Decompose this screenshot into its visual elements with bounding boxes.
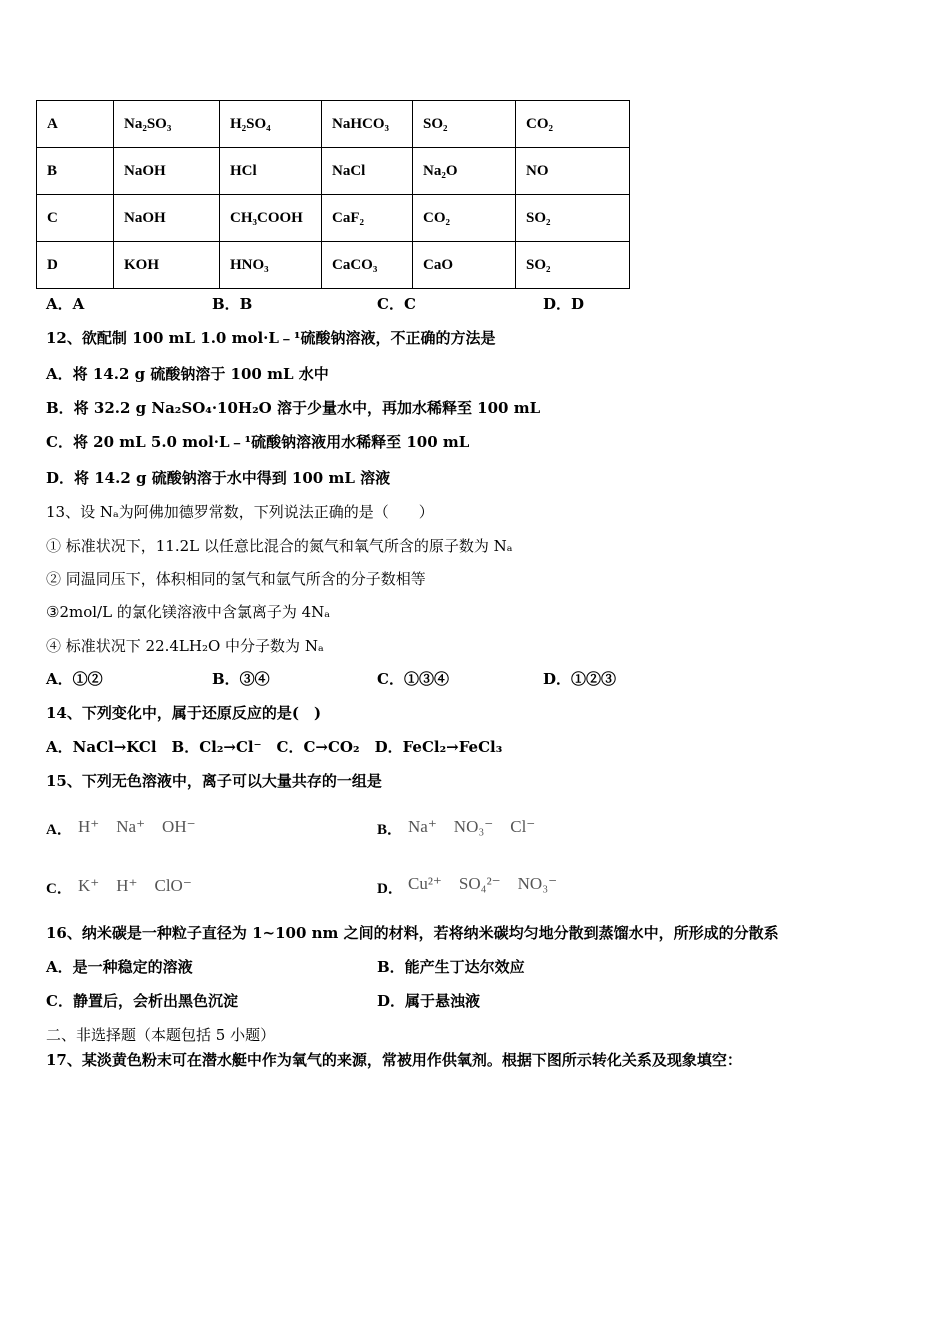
table-cell: Na₂O bbox=[413, 148, 516, 195]
table-cell: CaO bbox=[413, 242, 516, 289]
q15-option-b-label: B． bbox=[377, 822, 403, 838]
table-row bbox=[37, 242, 630, 289]
q12-option-a: A．将 14.2 g 硫酸钠溶于 100 mL 水中 bbox=[46, 365, 329, 383]
q11-option-d: D．D bbox=[543, 295, 585, 313]
table-cell: SO₂ bbox=[413, 101, 516, 148]
table-cell: SO₂ bbox=[516, 242, 630, 289]
q13-option-b: B．③④ bbox=[212, 670, 270, 688]
table-cell: H₂SO₄ bbox=[220, 101, 322, 148]
table-cell: NaCl bbox=[322, 148, 413, 195]
q15-option-c-ions: K⁺ H⁺ ClO⁻ bbox=[78, 876, 192, 895]
q12-stem: 12、欲配制 100 mL 1.0 mol·L﹣¹硫酸钠溶液，不正确的方法是 bbox=[46, 329, 496, 347]
q14-stem: 14、下列变化中，属于还原反应的是( ) bbox=[46, 704, 322, 722]
q16-stem: 16、纳米碳是一种粒子直径为 1~100 nm 之间的材料，若将纳米碳均匀地分散到蒸馏水中，所形成的分散系 bbox=[46, 924, 779, 942]
q15-option-a-ions: H⁺ Na⁺ OH⁻ bbox=[78, 817, 196, 836]
table-cell: NaHCO₃ bbox=[322, 101, 413, 148]
table-cell: CH₃COOH bbox=[220, 195, 322, 242]
table-cell: NaOH bbox=[114, 148, 220, 195]
table-cell: SO₂ bbox=[516, 195, 630, 242]
q13-stem: 13、设 Nₐ为阿佛加德罗常数，下列说法正确的是（ ） bbox=[46, 503, 434, 521]
row-label: B bbox=[37, 148, 114, 195]
table-cell: NO bbox=[516, 148, 630, 195]
section-heading: 二、非选择题（本题包括 5 小题） bbox=[46, 1026, 276, 1044]
q12-option-c: C．将 20 mL 5.0 mol·L﹣¹硫酸钠溶液用水稀释至 100 mL bbox=[46, 433, 470, 451]
q13-option-d: D．①②③ bbox=[543, 670, 617, 688]
q13-statement-4: ④ 标准状况下 22.4LH₂O 中分子数为 Nₐ bbox=[46, 637, 324, 655]
table-row bbox=[37, 148, 630, 195]
q15-option-d-label: D． bbox=[377, 881, 403, 897]
q15-option-a-label: A． bbox=[46, 822, 72, 838]
row-label: D bbox=[37, 242, 114, 289]
q14-options: A．NaCl→KCl B．Cl₂→Cl⁻ C．C→CO₂ D．FeCl₂→FeCl₃ bbox=[46, 738, 503, 756]
table-cell: CaF₂ bbox=[322, 195, 413, 242]
table-cell: HCl bbox=[220, 148, 322, 195]
table-cell: NaOH bbox=[114, 195, 220, 242]
q16-option-d: D．属于悬浊液 bbox=[377, 992, 481, 1010]
q16-option-a: A．是一种稳定的溶液 bbox=[46, 958, 193, 976]
q13-option-a: A．①② bbox=[46, 670, 103, 688]
table-cell: CaCO₃ bbox=[322, 242, 413, 289]
row-label: A bbox=[37, 101, 114, 148]
table-cell: HNO₃ bbox=[220, 242, 322, 289]
q13-statement-2: ② 同温同压下，体积相同的氢气和氩气所含的分子数相等 bbox=[46, 570, 426, 588]
q15-option-d-ions: Cu²⁺ SO₄²⁻ NO₃⁻ bbox=[408, 874, 558, 893]
q11-option-b: B．B bbox=[212, 295, 253, 313]
q15-option-c-label: C． bbox=[46, 881, 72, 897]
q17-stem: 17、某淡黄色粉末可在潜水艇中作为氧气的来源，常被用作供氧剂。根据下图所示转化关系及现象填空： bbox=[46, 1051, 742, 1069]
q15-option-b-ions: Na⁺ NO₃⁻ Cl⁻ bbox=[408, 817, 536, 836]
q12-option-b: B．将 32.2 g Na₂SO₄·10H₂O 溶于少量水中，再加水稀释至 100 mL bbox=[46, 399, 541, 417]
q11-option-a: A．A bbox=[46, 295, 85, 313]
table-cell: Na₂SO₃ bbox=[114, 101, 220, 148]
table-cell: CO₂ bbox=[413, 195, 516, 242]
q16-option-c: C．静置后，会析出黑色沉淀 bbox=[46, 992, 238, 1010]
q16-option-b: B．能产生丁达尔效应 bbox=[377, 958, 525, 976]
answer-table bbox=[36, 100, 630, 289]
table-row bbox=[37, 101, 630, 148]
q13-statement-1: ① 标准状况下，11.2L 以任意比混合的氮气和氧气所含的原子数为 Nₐ bbox=[46, 537, 513, 555]
q15-stem: 15、下列无色溶液中，离子可以大量共存的一组是 bbox=[46, 772, 382, 790]
q13-option-c: C．①③④ bbox=[377, 670, 449, 688]
q11-option-c: C．C bbox=[377, 295, 416, 313]
q12-option-d: D．将 14.2 g 硫酸钠溶于水中得到 100 mL 溶液 bbox=[46, 469, 391, 487]
table-cell: KOH bbox=[114, 242, 220, 289]
row-label: C bbox=[37, 195, 114, 242]
q13-statement-3: ③2mol/L 的氯化镁溶液中含氯离子为 4Nₐ bbox=[46, 603, 331, 621]
table-cell: CO₂ bbox=[516, 101, 630, 148]
table-row bbox=[37, 195, 630, 242]
